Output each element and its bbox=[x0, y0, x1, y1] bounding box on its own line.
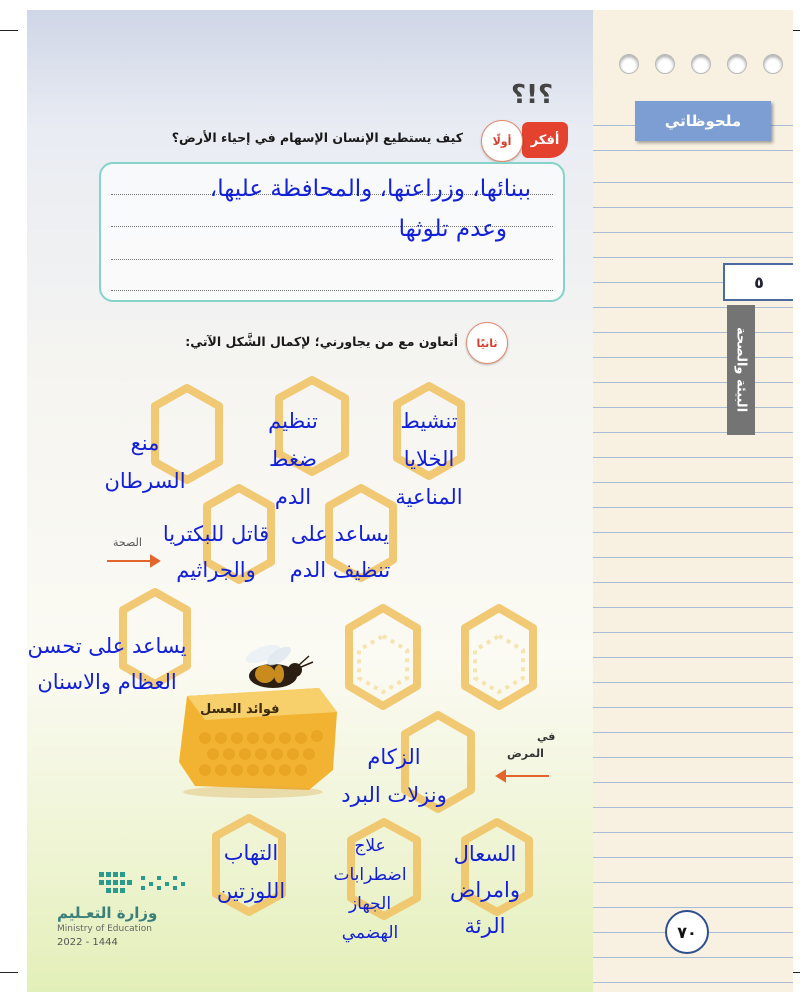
binder-ring bbox=[619, 54, 639, 74]
instruction-text: أتعاون مع من يجاورني؛ لإكمال الشَّكل الآتي: bbox=[185, 334, 458, 349]
binder-ring bbox=[727, 54, 747, 74]
binder-ring bbox=[763, 54, 783, 74]
unit-number: ٥ bbox=[723, 263, 793, 301]
notes-title: ملحوظاتي bbox=[635, 101, 771, 141]
hexagon-text-h6: يساعد على تحسن العظام والاسنان bbox=[27, 634, 187, 694]
ministry-logo-mark bbox=[97, 868, 192, 904]
center-label: فوائد العسل bbox=[200, 702, 280, 717]
ministry-name-en: Ministry of Education bbox=[57, 924, 152, 934]
bee-icon bbox=[244, 641, 313, 688]
health-label: الصحة bbox=[113, 536, 142, 549]
hexagon-text-h2: تنظيم ضغط الدم bbox=[268, 409, 318, 509]
hexagon-text-h9: علاج اضطرابات الجهاز الهضمي bbox=[333, 836, 407, 943]
binder-ring bbox=[691, 54, 711, 74]
hexagon-text-h7: الزكام ونزلات البرد bbox=[341, 745, 447, 807]
question-marks-decoration: ؟!؟ bbox=[511, 80, 554, 110]
hexagon-text-h10: التهاب اللوزتين bbox=[216, 841, 286, 903]
second-badge: ثانيًا bbox=[466, 322, 508, 364]
think-label: أفكر bbox=[522, 122, 568, 158]
disease-label-2: المرض bbox=[507, 747, 544, 760]
notes-page bbox=[593, 10, 793, 992]
unit-title: البيئة والصحة bbox=[727, 305, 755, 435]
answer-handwriting-line1: ببنائها، وزراعتها، والمحافظة عليها، bbox=[209, 176, 531, 202]
hexagon-text-h5: قاتل للبكتريا والجراثيم bbox=[162, 522, 270, 582]
ministry-name-ar: وزارة التعـليم bbox=[57, 904, 158, 922]
answer-handwriting-line2: وعدم تلوثها bbox=[398, 216, 507, 242]
hexagon-text-h1: تنشيط الخلايا المناعية bbox=[395, 409, 463, 509]
crop-mark bbox=[0, 972, 18, 973]
disease-arrow bbox=[497, 771, 549, 781]
hexagon-text-h4: يساعد على تنظيف الدم bbox=[289, 522, 391, 582]
hexagon-text-h3: منع السرطان bbox=[104, 431, 186, 493]
ministry-year: 2022 - 1444 bbox=[57, 937, 118, 948]
binder-ring bbox=[655, 54, 675, 74]
question-text: كيف يستطيع الإنسان الإسهام في إحياء الأرض؟ bbox=[171, 130, 463, 145]
crop-mark bbox=[0, 30, 18, 31]
disease-label-1: في bbox=[537, 730, 556, 743]
page-number: ٧٠ bbox=[665, 910, 709, 954]
first-badge: أولًا bbox=[481, 120, 523, 162]
textbook-page bbox=[27, 10, 593, 992]
hexagon-text-h8: السعال وامراض الرئة bbox=[449, 842, 521, 938]
